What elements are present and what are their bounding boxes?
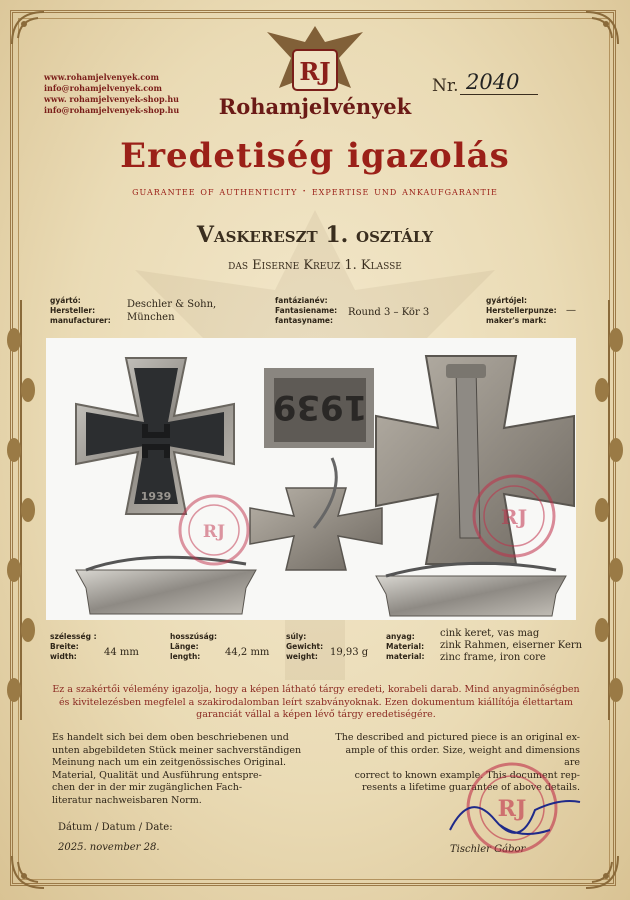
width-label-hu: szélesség : — [50, 632, 97, 641]
material-label-hu: anyag: — [386, 632, 415, 641]
maker-label-en: manufacturer: — [50, 316, 111, 325]
material-label-en: material: — [386, 652, 425, 661]
fantasy-name-labels — [275, 296, 337, 326]
de-line-5: chen der in der mir zugänglichen Fach- — [52, 782, 243, 793]
photo-stamp-monogram-2: RJ — [202, 522, 226, 542]
en-line-1: The described and pictured piece is an original ex- — [335, 732, 580, 743]
weight-label-hu: súly: — [286, 632, 307, 641]
length-label-de: Länge: — [170, 642, 199, 651]
date-value: 2025. november 28. — [58, 842, 160, 853]
length-value: 44,2 mm — [225, 647, 270, 658]
signer-name: Tischler Gábor — [450, 844, 526, 855]
item-photo-panel — [46, 338, 576, 620]
fantasy-name-value: Round 3 – Kör 3 — [348, 307, 430, 318]
length-label-en: length: — [170, 652, 201, 661]
guarantee-text-de — [52, 732, 322, 807]
cross-profile-left-photo — [76, 557, 256, 614]
length-label-hu: hosszúság: — [170, 632, 218, 641]
makers-mark-labels — [486, 296, 557, 326]
date-label: Dátum / Datum / Date: — [58, 822, 173, 833]
length-labels — [170, 632, 217, 662]
fantasy-label-de: Fantasiename: — [275, 306, 338, 315]
width-label-de: Breite: — [50, 642, 79, 651]
authenticity-stamp-photo-2 — [180, 496, 248, 564]
photo-date-large: 1939 — [272, 387, 368, 427]
fantasy-label-en: fantasyname: — [275, 316, 333, 325]
stamp-monogram: RJ — [497, 796, 527, 822]
photo-stamp-monogram: RJ — [500, 505, 528, 529]
weight-label-en: weight: — [286, 652, 318, 661]
maker-value-line1: Deschler & Sohn, — [127, 299, 217, 310]
oak-vine-right — [594, 300, 624, 720]
material-value-en: zinc frame, iron core — [440, 652, 546, 663]
number-underline — [460, 94, 538, 95]
corner-ornament-bl — [8, 852, 48, 892]
cross-back-photo — [376, 356, 574, 564]
material-values — [440, 628, 582, 664]
date-closeup-photo — [264, 368, 374, 448]
weight-label-de: Gewicht: — [286, 642, 324, 651]
en-line-4: resents a lifetime guarantee of above details. — [361, 782, 580, 793]
corner-ornament-tl — [8, 8, 48, 48]
mark-label-hu: gyártójel: — [486, 296, 527, 305]
mark-label-en: maker's mark: — [486, 316, 547, 325]
en-line-2: ample of this order. Size, weight and dimensions are — [345, 744, 580, 768]
item-name-de: das Eiserne Kreuz 1. Klasse — [228, 258, 402, 273]
certificate-title: Eredetiség igazolás — [120, 136, 510, 176]
en-line-3: correct to known example. This document rep- — [354, 769, 580, 781]
fantasy-label-hu: fantázianév: — [275, 296, 328, 305]
material-labels — [386, 632, 424, 662]
corner-ornament-br — [582, 852, 622, 892]
cross-front-photo — [76, 358, 234, 514]
maker-label-de: Hersteller: — [50, 306, 96, 315]
de-line-2: unten abgebildeten Stück meiner sachverständigen — [52, 744, 302, 756]
de-line-6: literatur nachweisbaren Norm. — [52, 794, 202, 806]
maker-label-hu: gyártó: — [50, 296, 81, 305]
contact-website[interactable]: www.rohamjelvenyek.com — [44, 72, 159, 82]
material-value-de: zink Rahmen, eiserner Kern — [440, 640, 583, 651]
maker-value-line2: München — [127, 312, 175, 323]
width-labels — [50, 632, 97, 662]
oak-vine-left — [6, 300, 36, 720]
contact-shop-email[interactable]: info@rohamjelvenyek-shop.hu — [44, 105, 180, 115]
signature — [440, 780, 590, 850]
makers-mark-value: — — [566, 305, 576, 316]
certificate-number: 2040 — [466, 70, 520, 94]
eagle-logo — [255, 18, 375, 100]
mark-label-de: Herstellerpunze: — [486, 306, 557, 315]
width-value: 44 mm — [104, 647, 139, 658]
number-label: Nr. — [432, 76, 459, 96]
de-line-1: Es handelt sich bei dem oben beschriebenen und — [52, 732, 289, 743]
photo-date-small: 1939 — [140, 490, 172, 503]
guarantee-text-hu: Ez a szakértői vélemény igazolja, hogy a képen látható tárgy eredeti, korabeli darab. Mind anyagminőségben és kivitelezésben megfelel a szakirodalomban leírt szabványoknak. Ezen dokumentum kiállítója élettartam garanciát vállal a képen lévő tárgy eredetiségére. — [52, 684, 580, 720]
de-line-3: Meinung nach um ein zeitgenössisches Original. — [52, 757, 287, 768]
cross-profile-right-photo — [376, 563, 566, 616]
material-value-hu: cink keret, vas mag — [440, 628, 540, 639]
contact-shop-website[interactable]: www. rohamjelvenyek-shop.hu — [44, 94, 179, 104]
weight-labels — [286, 632, 323, 662]
brand-name: Rohamjelvények — [218, 94, 412, 119]
contact-email[interactable]: info@rohamjelvenyek.com — [44, 83, 162, 93]
width-label-en: width: — [50, 652, 77, 661]
weight-value: 19,93 g — [330, 647, 369, 658]
item-name-hu: Vaskereszt 1. osztály — [196, 222, 434, 248]
maker-value — [127, 298, 216, 324]
cross-side-photo — [250, 458, 382, 570]
maker-labels — [50, 296, 111, 326]
logo-monogram: RJ — [299, 57, 331, 86]
corner-ornament-tr — [582, 8, 622, 48]
de-line-4: Material, Qualität und Ausführung entspre- — [52, 769, 262, 781]
material-label-de: Material: — [386, 642, 425, 651]
certificate-subtitle: guarantee of authenticity · expertise und ankaufgarantie — [132, 184, 498, 198]
